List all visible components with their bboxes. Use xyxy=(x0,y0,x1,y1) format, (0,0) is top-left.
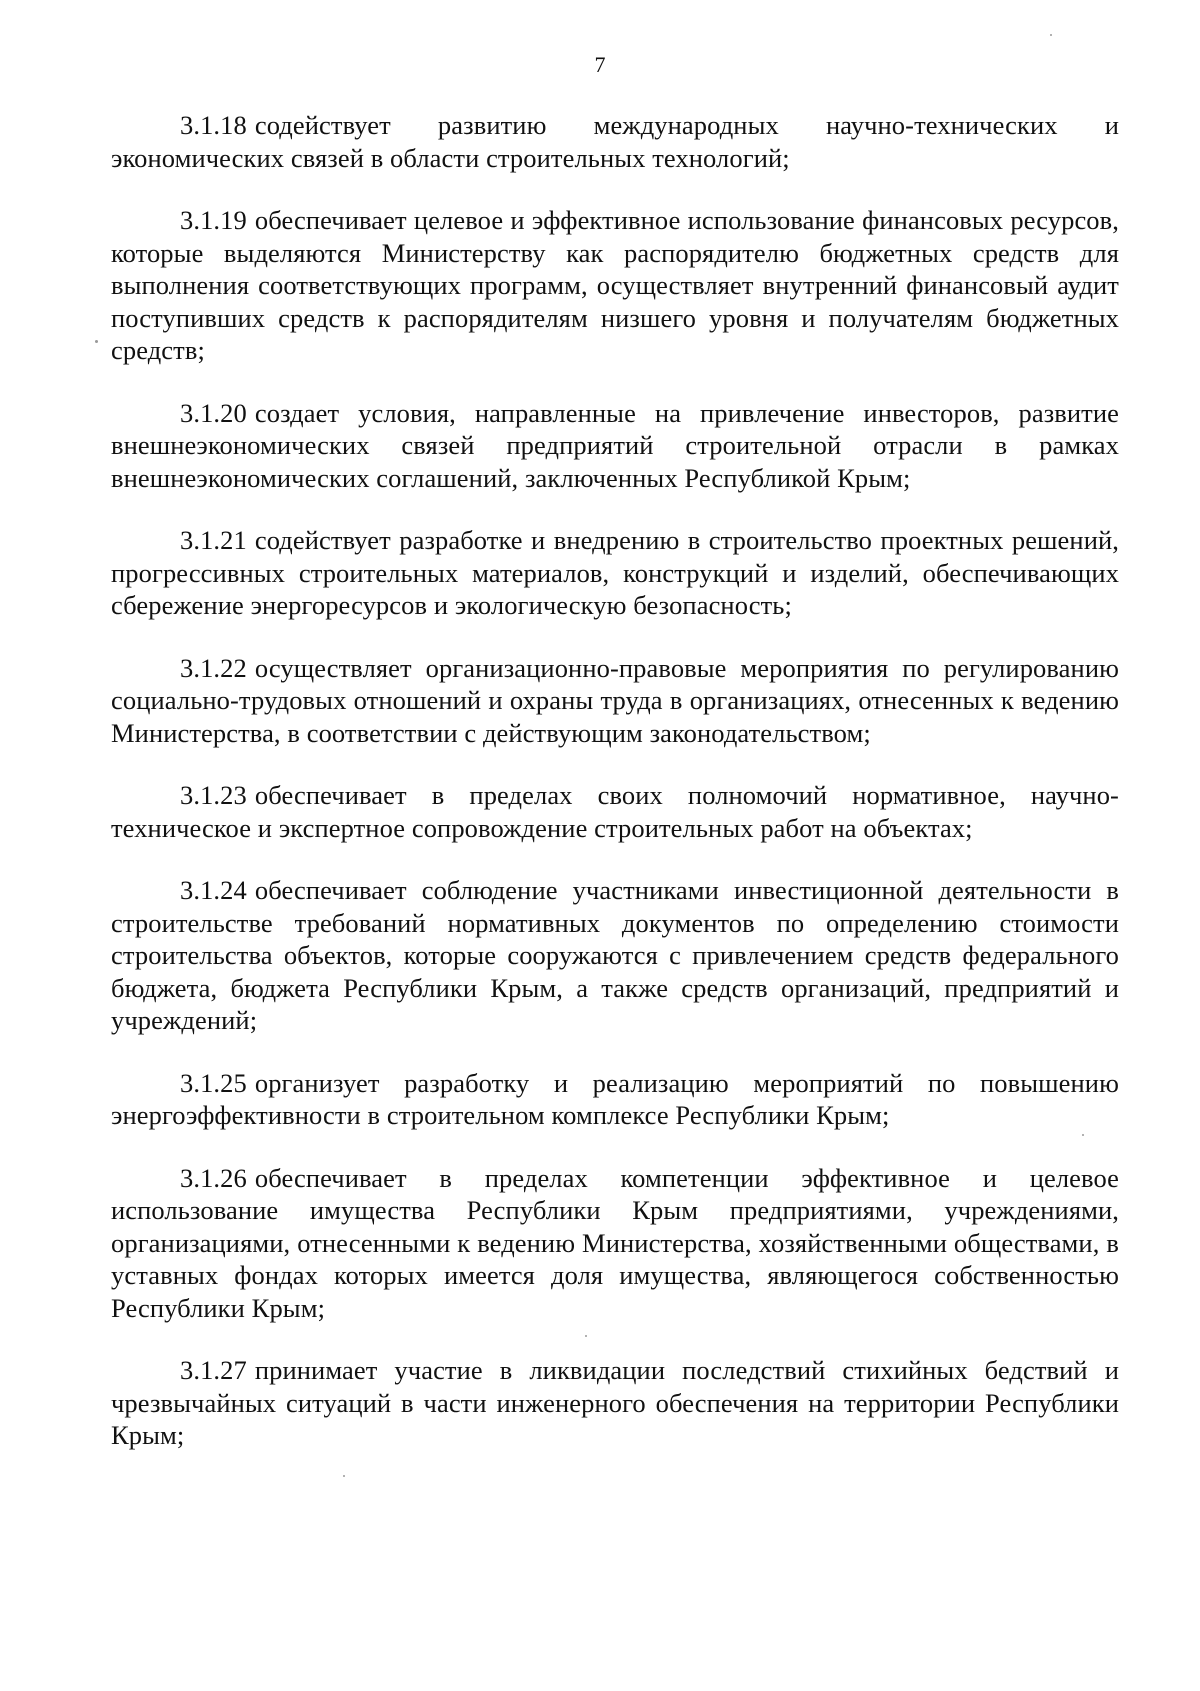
paragraph-number: 3.1.26 xyxy=(180,1162,247,1193)
scan-speck xyxy=(95,340,98,343)
paragraph-text: содействует разработке и внедрению в строительство проектных решений, прогрессивных строительных материалов, конструкций и изделий, обеспечивающих сбережение энергоресурсов и экологическую безопасность; xyxy=(111,525,1119,620)
paragraph-text: содействует развитию международных научно-технических и экономических связей в области строительных технологий; xyxy=(111,110,1119,173)
paragraph-3-1-21 xyxy=(111,524,1119,622)
paragraph-number: 3.1.23 xyxy=(180,780,247,810)
paragraph-number: 3.1.19 xyxy=(180,205,247,235)
paragraph-number: 3.1.21 xyxy=(180,525,247,555)
paragraph-text: принимает участие в ликвидации последствий стихийных бедствий и чрезвычайных ситуаций в части инженерного обеспечения на территории Республики Крым; xyxy=(111,1355,1119,1450)
paragraph-text: организует разработку и реализацию мероприятий по повышению энергоэффективности в строительном комплексе Республики Крым; xyxy=(111,1067,1119,1130)
paragraph-text: обеспечивает соблюдение участниками инвестиционной деятельности в строительстве требований нормативных документов по определению стоимости строительства объектов, которые сооружаются с привлечением средств федерального бюджета, бюджета Республики Крым, а также средств организаций, предприятий и учреждений; xyxy=(111,875,1119,1035)
document-body xyxy=(111,109,1119,1482)
paragraph-3-1-18 xyxy=(111,109,1119,174)
paragraph-text: создает условия, направленные на привлечение инвесторов, развитие внешнеэкономических связей предприятий строительной отрасли в рамках внешнеэкономических соглашений, заключенных Республикой Крым; xyxy=(111,397,1119,493)
scan-speck xyxy=(585,1335,587,1337)
paragraph-3-1-20 xyxy=(111,397,1119,495)
scan-speck xyxy=(1082,1134,1084,1136)
paragraph-3-1-19 xyxy=(111,204,1119,367)
paragraph-text: обеспечивает в пределах компетенции эффективное и целевое использование имущества Республики Крым предприятиями, учреждениями, организациями, отнесенными к ведению Министерства, хозяйственными обществами, в уставных фондах которых имеется доля имущества, являющегося собственностью Республики Крым; xyxy=(111,1162,1119,1323)
paragraph-text: осуществляет организационно-правовые мероприятия по регулированию социально-трудовых отношений и охраны труда в организациях, отнесенных к ведению Министерства, в соответствии с действующим законодательством; xyxy=(111,652,1119,748)
paragraph-3-1-23 xyxy=(111,779,1119,844)
paragraph-3-1-22 xyxy=(111,652,1119,750)
paragraph-number: 3.1.22 xyxy=(180,652,247,683)
scan-speck xyxy=(1050,34,1052,36)
paragraph-number: 3.1.27 xyxy=(180,1355,247,1385)
scan-speck xyxy=(343,1475,345,1477)
paragraph-number: 3.1.20 xyxy=(180,397,247,428)
page-number: 7 xyxy=(594,52,606,77)
paragraph-3-1-27 xyxy=(111,1354,1119,1452)
paragraph-text: обеспечивает целевое и эффективное использование финансовых ресурсов, которые выделяются Министерству как распорядителю бюджетных средств для выполнения соответствующих программ, осуществляет внутренний финансовый аудит поступивших средств к распорядителям низшего уровня и получателям бюджетных средств; xyxy=(111,205,1119,365)
paragraph-number: 3.1.25 xyxy=(180,1067,247,1098)
paragraph-3-1-26 xyxy=(111,1162,1119,1325)
paragraph-3-1-24 xyxy=(111,874,1119,1037)
paragraph-3-1-25 xyxy=(111,1067,1119,1132)
paragraph-number: 3.1.24 xyxy=(180,875,247,905)
paragraph-number: 3.1.18 xyxy=(180,110,247,140)
paragraph-text: обеспечивает в пределах своих полномочий нормативное, научно-техническое и экспертное сопровождение строительных работ на объектах; xyxy=(111,780,1119,843)
